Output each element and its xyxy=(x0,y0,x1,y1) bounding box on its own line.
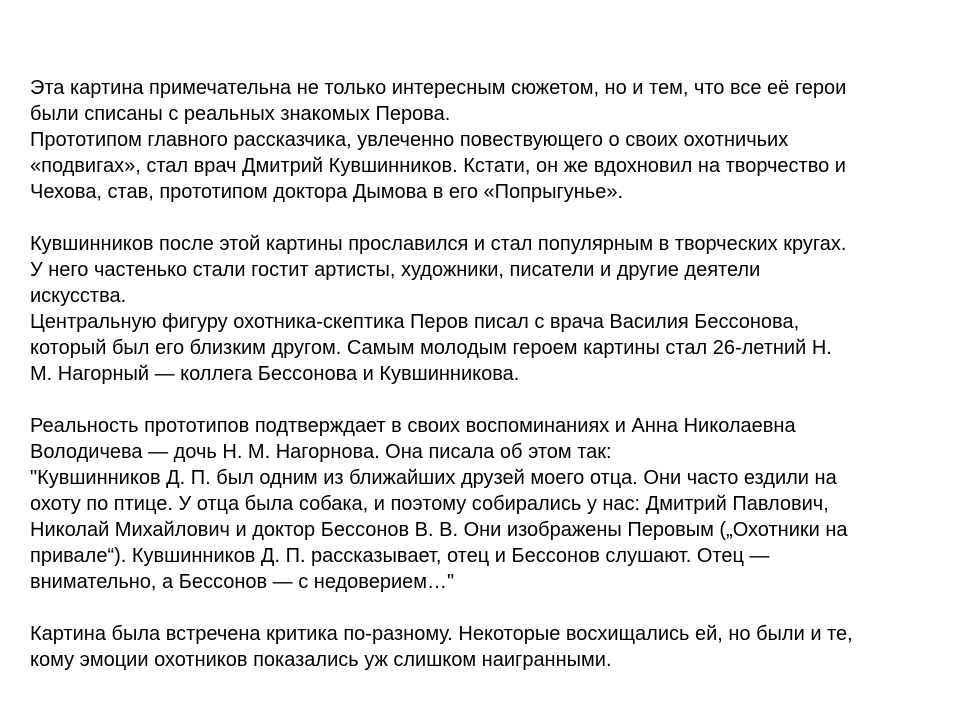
paragraph-quote xyxy=(30,465,930,595)
paragraph-volodicheva xyxy=(30,413,930,465)
text-line: были списаны с реальных знакомых Перова. xyxy=(30,103,451,125)
text-line: Картина была встречена критика по-разному. Некоторые восхищались ей, но были и те, xyxy=(30,623,853,645)
text-line: внимательно, а Бессонов — с недоверием…" xyxy=(30,571,455,593)
paragraph-kuvshinnikov-fame xyxy=(30,231,930,309)
paragraph-spacer xyxy=(30,595,930,621)
paragraph-spacer xyxy=(30,205,930,231)
text-line: Эта картина примечательна не только интересным сюжетом, но и тем, что все её герои xyxy=(30,77,847,99)
text-line: привале“). Кувшинников Д. П. рассказывает, отец и Бессонов слушают. Отец — xyxy=(30,545,770,567)
paragraph-kuvshinnikov-prototype xyxy=(30,127,930,205)
text-line: Чехова, став, прототипом доктора Дымова в его «Попрыгунье». xyxy=(30,181,624,203)
text-line: У него частенько стали гостит артисты, художники, писатели и другие деятели xyxy=(30,259,761,281)
text-line: М. Нагорный — коллега Бессонова и Кувшинникова. xyxy=(30,363,520,385)
text-line: «подвигах», стал врач Дмитрий Кувшинников. Кстати, он же вдохновил на творчество и xyxy=(30,155,846,177)
paragraph-bessonov-nagorny xyxy=(30,309,930,387)
text-line: Кувшинников после этой картины прославился и стал популярным в творческих кругах. xyxy=(30,233,847,255)
text-line: Реальность прототипов подтверждает в своих воспоминаниях и Анна Николаевна xyxy=(30,415,796,437)
text-line: Володичева — дочь Н. М. Нагорнова. Она писала об этом так: xyxy=(30,441,612,463)
slide-text-body xyxy=(30,75,930,673)
paragraph-spacer xyxy=(30,387,930,413)
text-line: Центральную фигуру охотника-скептика Перов писал с врача Василия Бессонова, xyxy=(30,311,800,333)
text-line: который был его близким другом. Самым молодым героем картины стал 26-летний Н. xyxy=(30,337,832,359)
paragraph-intro xyxy=(30,75,930,127)
text-line: охоту по птице. У отца была собака, и поэтому собирались у нас: Дмитрий Павлович, xyxy=(30,493,829,515)
text-line: Прототипом главного рассказчика, увлеченно повествующего о своих охотничьих xyxy=(30,129,789,151)
text-line: кому эмоции охотников показались уж слишком наигранными. xyxy=(30,649,612,671)
text-line: искусства. xyxy=(30,285,127,307)
text-line: "Кувшинников Д. П. был одним из ближайших друзей моего отца. Они часто ездили на xyxy=(30,467,837,489)
paragraph-critics xyxy=(30,621,930,673)
text-line: Николай Михайлович и доктор Бессонов В. В. Они изображены Перовым („Охотники на xyxy=(30,519,848,541)
